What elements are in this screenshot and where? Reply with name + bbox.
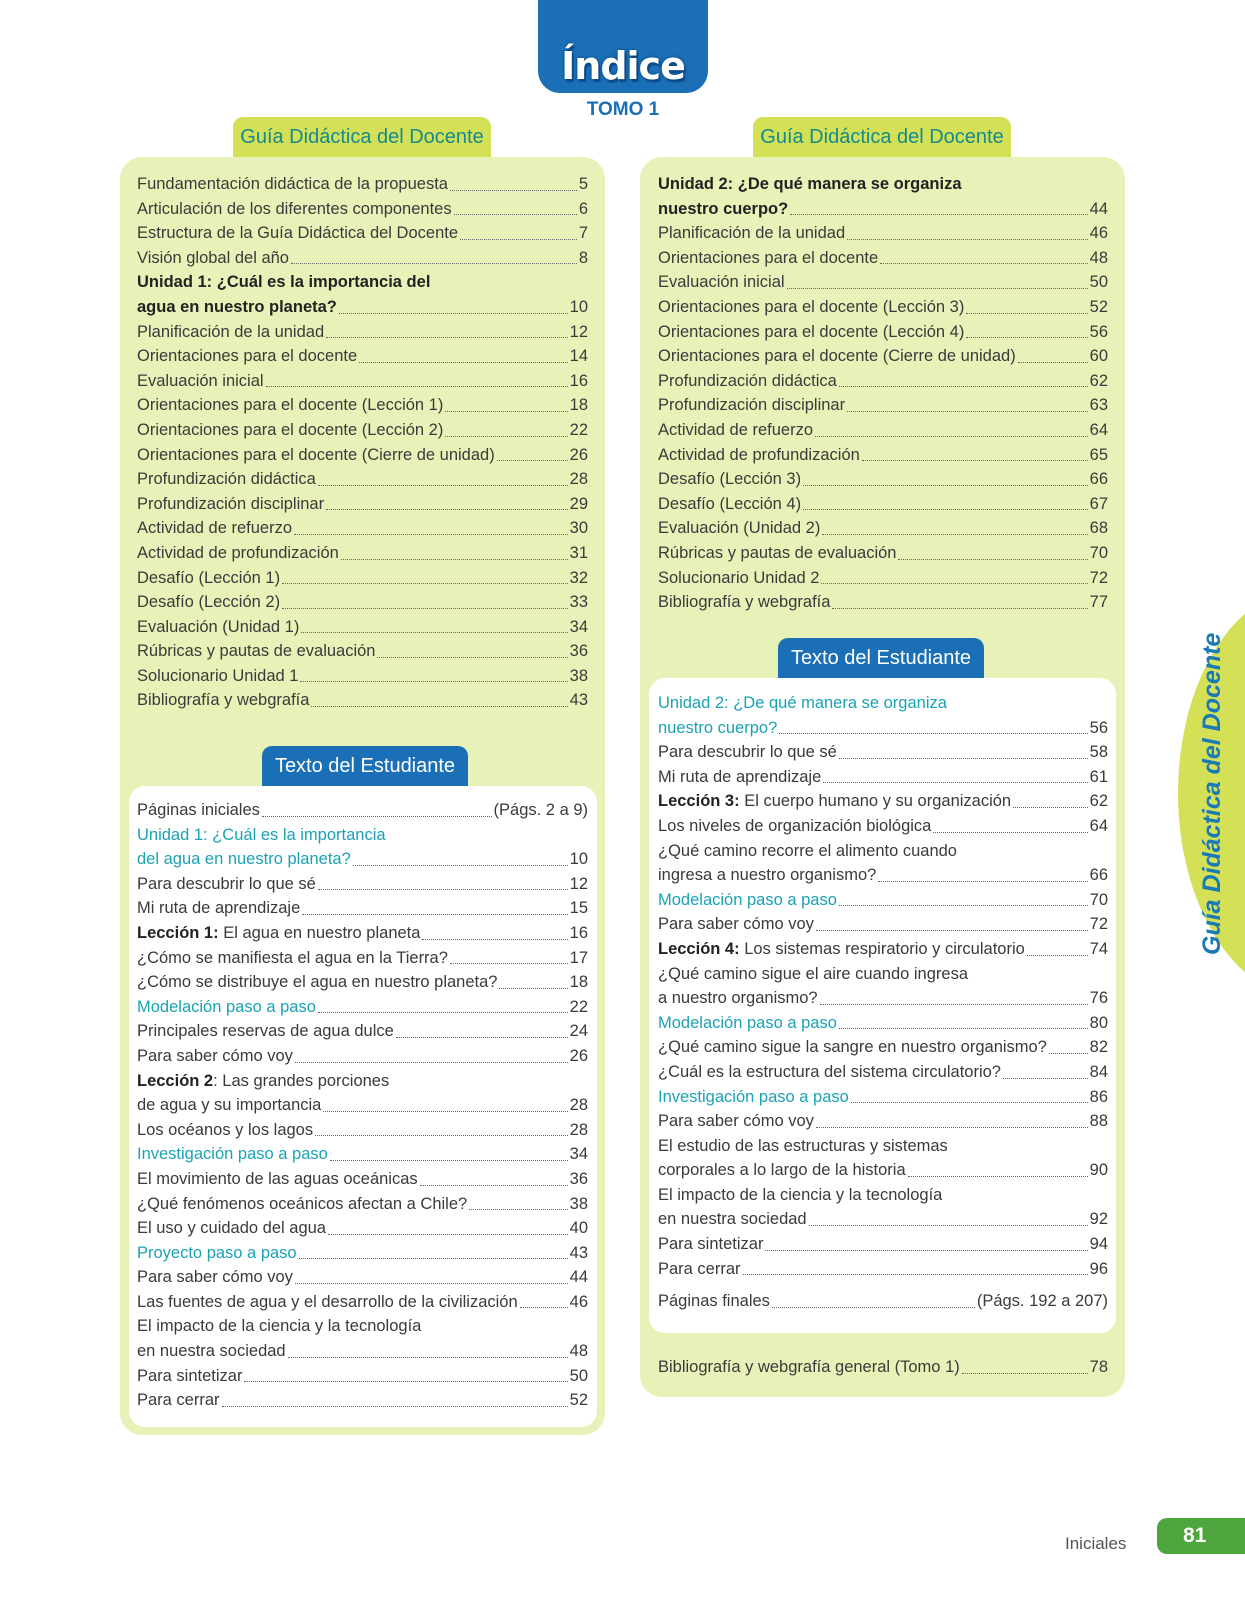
entry-title-line: ¿Qué camino sigue el aire cuando ingresa: [658, 964, 969, 983]
toc-entry[interactable]: Modelación paso a paso 70: [658, 890, 1108, 909]
toc-entry[interactable]: Profundización disciplinar 63: [658, 396, 1108, 415]
toc-entry[interactable]: Actividad de profundización 31: [137, 543, 588, 562]
entry-title-line: El estudio de las estructuras y sistemas: [658, 1136, 948, 1155]
toc-entry[interactable]: nuestro cuerpo? 56: [658, 718, 1108, 737]
toc-entry[interactable]: Para saber cómo voy 26: [137, 1046, 588, 1065]
toc-entry[interactable]: Para descubrir lo que sé 58: [658, 743, 1108, 762]
toc-entry[interactable]: Bibliografía y webgrafía general (Tomo 1) 78: [658, 1358, 1108, 1376]
entry-title-line: ¿Qué camino recorre el alimento cuando: [658, 841, 957, 860]
toc-entry[interactable]: Para cerrar 96: [658, 1259, 1108, 1278]
toc-entry[interactable]: Bibliografía y webgrafía 43: [137, 691, 588, 710]
unit-title-line: Unidad 1: ¿Cuál es la importancia: [137, 825, 386, 844]
toc-entry[interactable]: de agua y su importancia 28: [137, 1096, 588, 1115]
toc-entry[interactable]: agua en nuestro planeta? 10: [137, 297, 588, 316]
toc-entry[interactable]: Desafío (Lección 3) 66: [658, 470, 1108, 489]
toc-entry[interactable]: en nuestra sociedad 48: [137, 1342, 588, 1361]
toc-entry[interactable]: Profundización disciplinar 29: [137, 494, 588, 513]
toc-entry[interactable]: ¿Qué fenómenos oceánicos afectan a Chile? 38: [137, 1194, 588, 1213]
toc-entry[interactable]: Orientaciones para el docente (Lección 4) 56: [658, 322, 1108, 341]
right-guide-label: Guía Didáctica del Docente: [753, 117, 1011, 157]
toc-entry[interactable]: en nuestra sociedad 92: [658, 1210, 1108, 1229]
toc-entry[interactable]: Evaluación inicial 50: [658, 273, 1108, 292]
toc-entry[interactable]: Planificación de la unidad 12: [137, 322, 588, 341]
toc-entry[interactable]: Solucionario Unidad 2 72: [658, 568, 1108, 587]
toc-entry[interactable]: Mi ruta de aprendizaje 61: [658, 767, 1108, 786]
toc-entry[interactable]: Evaluación (Unidad 1) 34: [137, 617, 588, 636]
toc-entry[interactable]: Para saber cómo voy 44: [137, 1268, 588, 1287]
left-guide-toc: [137, 172, 588, 713]
toc-entry[interactable]: ¿Cómo se manifiesta el agua en la Tierra? 17: [137, 948, 588, 967]
toc-entry[interactable]: a nuestro organismo? 76: [658, 989, 1108, 1008]
entry-title-line: El impacto de la ciencia y la tecnología: [137, 1317, 422, 1336]
toc-entry[interactable]: Modelación paso a paso 80: [658, 1013, 1108, 1032]
toc-entry[interactable]: Para cerrar 52: [137, 1391, 588, 1410]
page-number: 81: [1157, 1518, 1245, 1554]
toc-entry[interactable]: Articulación de los diferentes componentes 6: [137, 199, 588, 218]
toc-entry[interactable]: Páginas finales (Págs. 192 a 207): [658, 1292, 1108, 1311]
right-guide-toc: [658, 172, 1108, 615]
toc-entry[interactable]: Modelación paso a paso 22: [137, 997, 588, 1016]
entry-title-line: El impacto de la ciencia y la tecnología: [658, 1185, 943, 1204]
toc-entry[interactable]: ingresa a nuestro organismo? 66: [658, 866, 1108, 885]
page-title: Índice: [561, 44, 685, 88]
toc-entry[interactable]: Para saber cómo voy 72: [658, 915, 1108, 934]
unit-title-line: Unidad 1: ¿Cuál es la importancia del: [137, 273, 431, 292]
toc-entry[interactable]: El uso y cuidado del agua 40: [137, 1219, 588, 1238]
toc-entry[interactable]: Actividad de refuerzo 64: [658, 420, 1108, 439]
toc-entry[interactable]: Orientaciones para el docente (Cierre de unidad) 60: [658, 347, 1108, 366]
toc-entry[interactable]: Rúbricas y pautas de evaluación 36: [137, 642, 588, 661]
toc-entry[interactable]: Lección 1: El agua en nuestro planeta 16: [137, 923, 588, 942]
toc-entry[interactable]: Profundización didáctica 28: [137, 470, 588, 489]
toc-entry[interactable]: Para sintetizar 94: [658, 1235, 1108, 1254]
toc-entry[interactable]: ¿Cuál es la estructura del sistema circulatorio? 84: [658, 1062, 1108, 1081]
toc-entry[interactable]: Páginas iniciales (Págs. 2 a 9): [137, 801, 588, 819]
toc-entry[interactable]: Las fuentes de agua y el desarrollo de la civilización 46: [137, 1292, 588, 1311]
toc-entry[interactable]: Profundización didáctica 62: [658, 371, 1108, 390]
toc-entry[interactable]: corporales a lo largo de la historia 90: [658, 1161, 1108, 1180]
volume-subtitle: TOMO 1: [586, 99, 660, 120]
footer-section: Iniciales: [1065, 1534, 1127, 1553]
toc-entry[interactable]: Para sintetizar 50: [137, 1366, 588, 1385]
toc-entry[interactable]: Evaluación inicial 16: [137, 371, 588, 390]
toc-entry[interactable]: Fundamentación didáctica de la propuesta 5: [137, 175, 588, 193]
unit-title-line: Unidad 2: ¿De qué manera se organiza: [658, 694, 947, 712]
toc-entry[interactable]: Los niveles de organización biológica 64: [658, 816, 1108, 835]
toc-entry[interactable]: Lección 3: El cuerpo humano y su organización 62: [658, 792, 1108, 811]
toc-entry[interactable]: Orientaciones para el docente 14: [137, 347, 588, 366]
toc-entry[interactable]: Desafío (Lección 2) 33: [137, 593, 588, 612]
toc-entry[interactable]: del agua en nuestro planeta? 10: [137, 850, 588, 869]
right-biblio-toc: [658, 1355, 1108, 1380]
toc-entry[interactable]: Bibliografía y webgrafía 77: [658, 593, 1108, 612]
toc-entry[interactable]: Solucionario Unidad 1 38: [137, 666, 588, 685]
toc-entry[interactable]: Planificación de la unidad 46: [658, 224, 1108, 243]
toc-entry[interactable]: Los océanos y los lagos 28: [137, 1120, 588, 1139]
toc-entry[interactable]: Actividad de refuerzo 30: [137, 519, 588, 538]
toc-entry[interactable]: nuestro cuerpo? 44: [658, 199, 1108, 218]
toc-entry[interactable]: El movimiento de las aguas oceánicas 36: [137, 1169, 588, 1188]
right-student-toc: [658, 691, 1108, 1314]
side-tab-label: Guía Didáctica del Docente: [1198, 632, 1226, 955]
toc-entry[interactable]: Orientaciones para el docente (Lección 3) 52: [658, 297, 1108, 316]
toc-entry[interactable]: Proyecto paso a paso 43: [137, 1243, 588, 1262]
toc-entry[interactable]: Investigación paso a paso 86: [658, 1087, 1108, 1106]
toc-entry[interactable]: Principales reservas de agua dulce 24: [137, 1022, 588, 1041]
toc-entry[interactable]: Actividad de profundización 65: [658, 445, 1108, 464]
toc-entry[interactable]: Rúbricas y pautas de evaluación 70: [658, 543, 1108, 562]
toc-entry[interactable]: Lección 4: Los sistemas respiratorio y circulatorio 74: [658, 939, 1108, 958]
toc-entry[interactable]: Investigación paso a paso 34: [137, 1145, 588, 1164]
toc-entry[interactable]: Orientaciones para el docente (Lección 1) 18: [137, 396, 588, 415]
unit-title-line: Unidad 2: ¿De qué manera se organiza: [658, 175, 962, 193]
toc-entry[interactable]: Mi ruta de aprendizaje 15: [137, 899, 588, 918]
toc-entry[interactable]: Estructura de la Guía Didáctica del Docente 7: [137, 224, 588, 243]
toc-entry[interactable]: Orientaciones para el docente 48: [658, 248, 1108, 267]
toc-entry[interactable]: Visión global del año 8: [137, 248, 588, 267]
right-student-label: Texto del Estudiante: [778, 638, 984, 678]
toc-entry[interactable]: Evaluación (Unidad 2) 68: [658, 519, 1108, 538]
left-guide-label: Guía Didáctica del Docente: [233, 117, 491, 157]
toc-entry[interactable]: Para saber cómo voy 88: [658, 1112, 1108, 1131]
toc-entry[interactable]: Desafío (Lección 1) 32: [137, 568, 588, 587]
toc-entry[interactable]: Orientaciones para el docente (Lección 2) 22: [137, 420, 588, 439]
toc-entry[interactable]: Orientaciones para el docente (Cierre de unidad) 26: [137, 445, 588, 464]
toc-entry[interactable]: Desafío (Lección 4) 67: [658, 494, 1108, 513]
left-student-label: Texto del Estudiante: [262, 746, 468, 786]
toc-entry[interactable]: ¿Cómo se distribuye el agua en nuestro planeta? 18: [137, 973, 588, 992]
toc-entry[interactable]: Para descubrir lo que sé 12: [137, 874, 588, 893]
left-student-toc: [137, 798, 588, 1413]
toc-entry[interactable]: ¿Qué camino sigue la sangre en nuestro organismo? 82: [658, 1038, 1108, 1057]
lesson-title-line: Lección 2: Las grandes porciones: [137, 1071, 390, 1090]
